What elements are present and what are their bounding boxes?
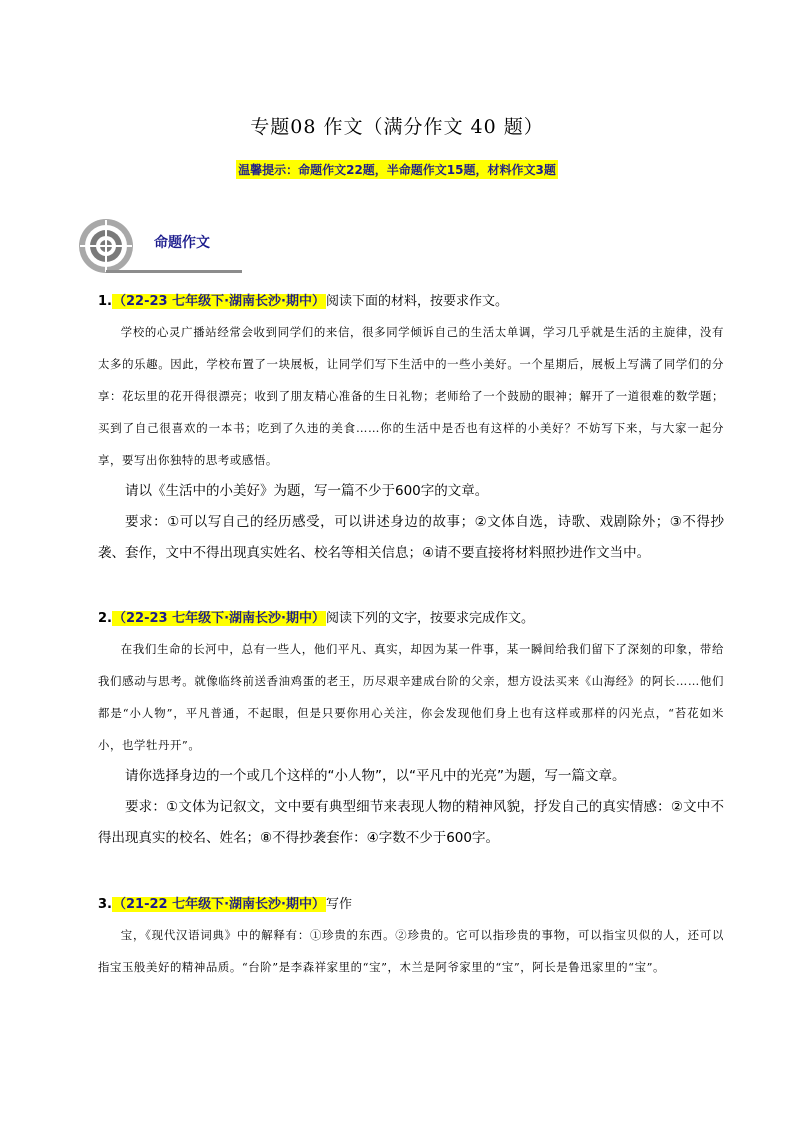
question-number: 1. (98, 294, 112, 309)
tip-container (0, 159, 794, 179)
question-number: 2. (98, 611, 112, 626)
question-requirements: 要求：①文体为记叙文，文中要有典型细节来表现人物的精神风貌，抒发自己的真实情感：②文中不得出现真实的校名、姓名；⑧不得抄袭套作：④字数不少于600字。 (98, 799, 724, 846)
question-instruction: 阅读下面的材料，按要求作文。 (325, 294, 508, 309)
question-2 (98, 609, 724, 854)
question-instruction: 阅读下列的文字，按要求完成作文。 (325, 611, 534, 626)
question-3 (98, 895, 724, 983)
page-title: 专题08 作文（满分作文 40 题） (250, 116, 544, 138)
question-header (98, 292, 724, 312)
question-material: 学校的心灵广播站经常会收到同学们的来信，很多同学倾诉自己的生活太单调，学习几乎就是生活的主旋律，没有太多的乐趣。因此，学校布置了一块展板，让同学们写下生活中的一些小美好。一个星期后，展板上写满了同学们的分享：花坛里的花开得很漂亮；收到了朋友精心准备的生日礼物；老师给了一个鼓励的眼神；解开了一道很难的数学题；买到了自己很喜欢的一本书；吃到了久违的美食……你的生活中是否也有这样的小美好？不妨写下来，与大家一起分享，要写出你独特的思考或感悟。 (98, 325, 724, 467)
section-header (78, 218, 248, 276)
question-source: （22-23 七年级下·湖南长沙·期中） (112, 294, 325, 309)
question-instruction: 写作 (325, 897, 352, 912)
question-material: 在我们生命的长河中，总有一些人，他们平凡、真实，却因为某一件事，某一瞬间给我们留下了深刻的印象，带给我们感动与思考。就像临终前送香油鸡蛋的老王，历尽艰辛建成台阶的父亲，想方设法买来《山海经》的阿长……他们都是“小人物”，平凡普通，不起眼，但是只要你用心关注，你会发现他们身上也有这样或那样的闪光点，“苔花如米小，也学牡丹开”。 (98, 642, 724, 752)
question-header (98, 609, 724, 629)
question-1 (98, 292, 724, 569)
question-material: 宝，《现代汉语词典》中的解释有：①珍贵的东西。②珍贵的。它可以指珍贵的事物，可以指宝贝似的人，还可以指宝玉般美好的精神品质。“台阶”是李森祥家里的“宝”，木兰是阿爷家里的“宝”，阿长是鲁迅家里的“宝”。 (98, 928, 724, 974)
question-source: （21-22 七年级下·湖南长沙·期中） (112, 897, 325, 912)
question-prompt: 请以《生活中的小美好》为题，写一篇不少于600字的文章。 (125, 483, 489, 499)
question-source: （22-23 七年级下·湖南长沙·期中） (112, 611, 325, 626)
section-title: 命题作文 (154, 235, 210, 251)
question-number: 3. (98, 897, 112, 912)
section-underline (106, 270, 242, 273)
question-header (98, 895, 724, 915)
question-prompt: 请你选择身边的一个或几个这样的“小人物”，以“平凡中的光亮”为题，写一篇文章。 (125, 768, 626, 784)
target-icon (78, 218, 134, 274)
question-requirements: 要求：①可以写自己的经历感受，可以讲述身边的故事；②文体自选，诗歌、戏剧除外；③不得抄袭、套作，文中不得出现真实姓名、校名等相关信息；④请不要直接将材料照抄进作文当中。 (98, 514, 724, 561)
tip-banner: 温馨提示：命题作文22题，半命题作文15题，材料作文3题 (236, 160, 558, 179)
